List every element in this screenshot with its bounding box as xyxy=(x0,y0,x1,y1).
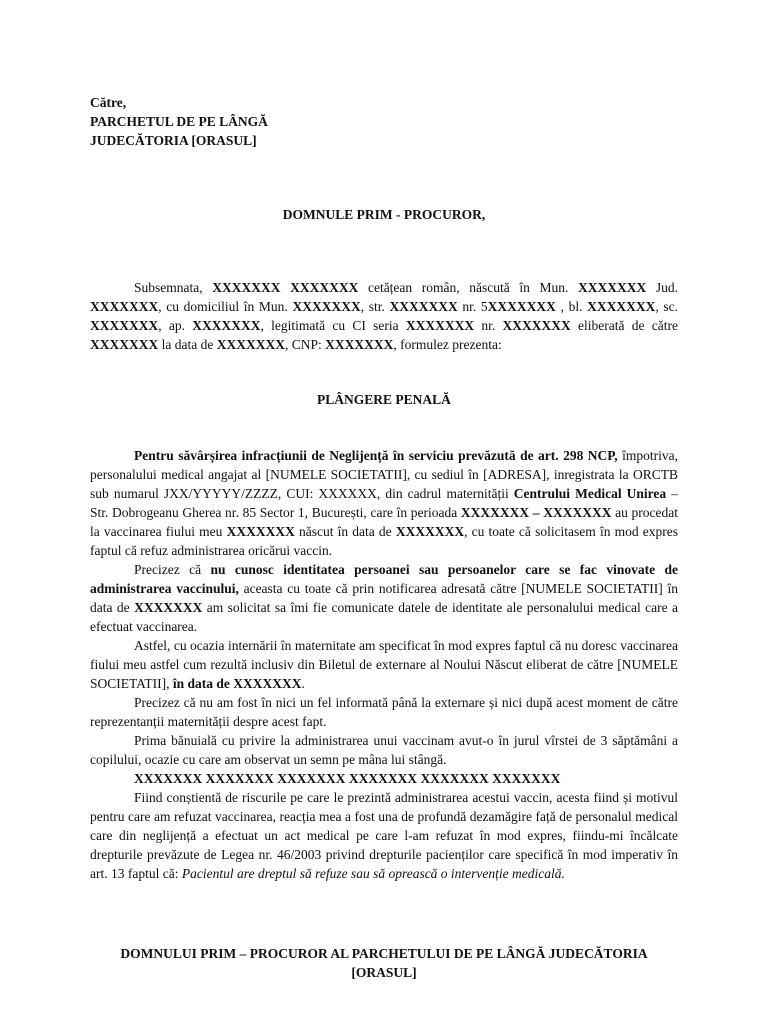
cnp: XXXXXXX xyxy=(325,337,394,352)
paragraph-offense xyxy=(90,446,678,560)
vaccination-period: XXXXXXX – XXXXXXX xyxy=(460,505,612,520)
intro-text: , bl. xyxy=(555,299,588,314)
complaint-title: PLÂNGERE PENALĂ xyxy=(317,392,451,407)
birth-city: XXXXXXX xyxy=(577,280,647,295)
intro-text: Subsemnata, xyxy=(134,280,213,295)
salutation: DOMNULE PRIM - PROCUROR, xyxy=(282,207,486,222)
paragraph-text: am solicitat sa îmi fie comunicate datele de identitate ale personalului medical care a efectuat vaccinarea. xyxy=(90,600,678,634)
intro-text: nr. xyxy=(474,318,503,333)
intro-paragraph xyxy=(90,278,678,354)
paragraph-text: Astfel, cu ocazia internării în maternitate am specificat în mod expres faptul că nu doresc vaccinarea fiului meu astfel cum rezultă inclusiv din Biletul de externare al Noului Născut eliberat de către [NUMELE SOCIETATII], xyxy=(90,638,678,691)
street: XXXXXXX xyxy=(389,299,458,314)
to-label: Către, xyxy=(90,95,127,110)
paragraph-text: aceasta cu toate că prin notificarea adresată către [NUMELE SOCIETATII] în data de xyxy=(90,581,678,615)
paragraph-suspicion: Prima bănuială cu privire la administrarea unui vaccinam avut-o în jurul vîrstei de 3 săptămâni a copilului, ocazie cu care am observat un semn pe mâna lui stângă. xyxy=(90,733,678,767)
paragraph-text: Precizez că xyxy=(134,562,211,577)
paragraph-text: , cu toate că solicitasem în mod expres faptul că refuz administrarea oricărui vaccin. xyxy=(90,524,679,558)
discharge-date: în data de XXXXXXX xyxy=(172,676,302,691)
footer-line-1: DOMNULUI PRIM – PROCUROR AL PARCHETULUI DE PE LÂNGĂ JUDECĂTORIA xyxy=(120,946,648,961)
medical-center-name: Centrului Medical Unirea xyxy=(513,486,667,501)
intro-text: , formulez prezenta: xyxy=(393,337,502,352)
id-issue-date: XXXXXXX xyxy=(216,337,285,352)
notification-date: XXXXXXX xyxy=(134,600,203,615)
intro-text: , ap. xyxy=(158,318,193,333)
block: XXXXXXX xyxy=(587,299,656,314)
intro-text: , cu domiciliul în Mun. xyxy=(158,299,293,314)
paragraph-rights xyxy=(90,788,678,883)
institution-line-2: JUDECĂTORIA [ORASUL] xyxy=(90,133,257,148)
complaint-body xyxy=(90,446,678,883)
son-name: XXXXXXX xyxy=(226,524,295,539)
intro-text: eliberată de către xyxy=(570,318,678,333)
intro-text: cetățean român, născută în Mun. xyxy=(358,280,578,295)
addressee-block xyxy=(90,93,268,150)
id-series: XXXXXXX xyxy=(405,318,475,333)
offense-lead: Pentru săvârșirea infracțiunii de Neglijență în serviciu prevăzută de art. 298 NCP, xyxy=(134,448,618,463)
paragraph-redacted xyxy=(90,769,678,788)
paragraph-identity xyxy=(90,560,678,636)
footer-addressee xyxy=(90,944,678,982)
footer-line-2: [ORASUL] xyxy=(351,965,417,980)
intro-text: , sc. xyxy=(655,299,678,314)
intro-text: Jud. xyxy=(646,280,678,295)
paragraph-text: Fiind conștientă de riscurile pe care le prezintă administrarea acestui vaccin, acesta fiind și motivul pentru care am refuzat vaccinarea, reacția mea a fost una de profundă dezamăgire față de personalul medical care din neglijență a efectuat un act medical pe care l-am refuzat în mod expres, fiindu-mi încălcate drepturile prevăzute de Legea nr. 46/2003 privind drepturile pacienților care specifică în mod imperativ în art. 13 faptul că: xyxy=(90,790,678,881)
residence-city: XXXXXXX xyxy=(292,299,361,314)
paragraph-admission xyxy=(90,636,678,693)
redacted-line: XXXXXXX XXXXXXX XXXXXXX XXXXXXX XXXXXXX XXXXXXX xyxy=(134,771,561,786)
staircase: XXXXXXX xyxy=(90,318,159,333)
county: XXXXXXX xyxy=(90,299,159,314)
intro-text: , CNP: xyxy=(284,337,326,352)
paragraph-text: – Str. Dobrogeanu Gherea nr. 85 Sector 1, București, care în perioada xyxy=(90,486,678,520)
paragraph-text: au procedat la vaccinarea fiului meu xyxy=(90,505,678,539)
paragraph-text: împotriva, personalului medical angajat al [NUMELE SOCIETATII], cu sediul în [ADRESA], inregistrata la ORCTB sub numarul JXX/YYYYY/ZZZZ, CUI: XXXXXX, din cadrul maternității xyxy=(90,448,679,501)
intro-text: nr. 5 xyxy=(457,299,488,314)
paragraph-not-informed: Precizez că nu am fost în nici un fel informată până la externare și nici după acest moment de către reprezentanții maternității despre acest fapt. xyxy=(90,695,678,729)
id-issuer: XXXXXXX xyxy=(90,337,159,352)
apartment: XXXXXXX xyxy=(192,318,261,333)
intro-text: , legitimată cu CI seria xyxy=(260,318,406,333)
paragraph-text: . xyxy=(301,676,305,691)
intro-text: , str. xyxy=(360,299,390,314)
complainant-name: XXXXXXX XXXXXXX xyxy=(212,280,359,295)
id-number: XXXXXXX xyxy=(502,318,571,333)
son-birth-date: XXXXXXX xyxy=(395,524,465,539)
institution-line-1: PARCHETUL DE PE LÂNGĂ xyxy=(90,114,268,129)
street-number: XXXXXXX xyxy=(487,299,556,314)
identity-statement: nu cunosc identitatea persoanei sau persoanelor care se fac vinovate de administrarea vaccinului, xyxy=(90,562,678,596)
law-quote: Pacientul are dreptul să refuze sau să oprească o intervenție medicală. xyxy=(181,866,565,881)
paragraph-text: născut în data de xyxy=(294,524,396,539)
intro-text: la data de xyxy=(158,337,217,352)
